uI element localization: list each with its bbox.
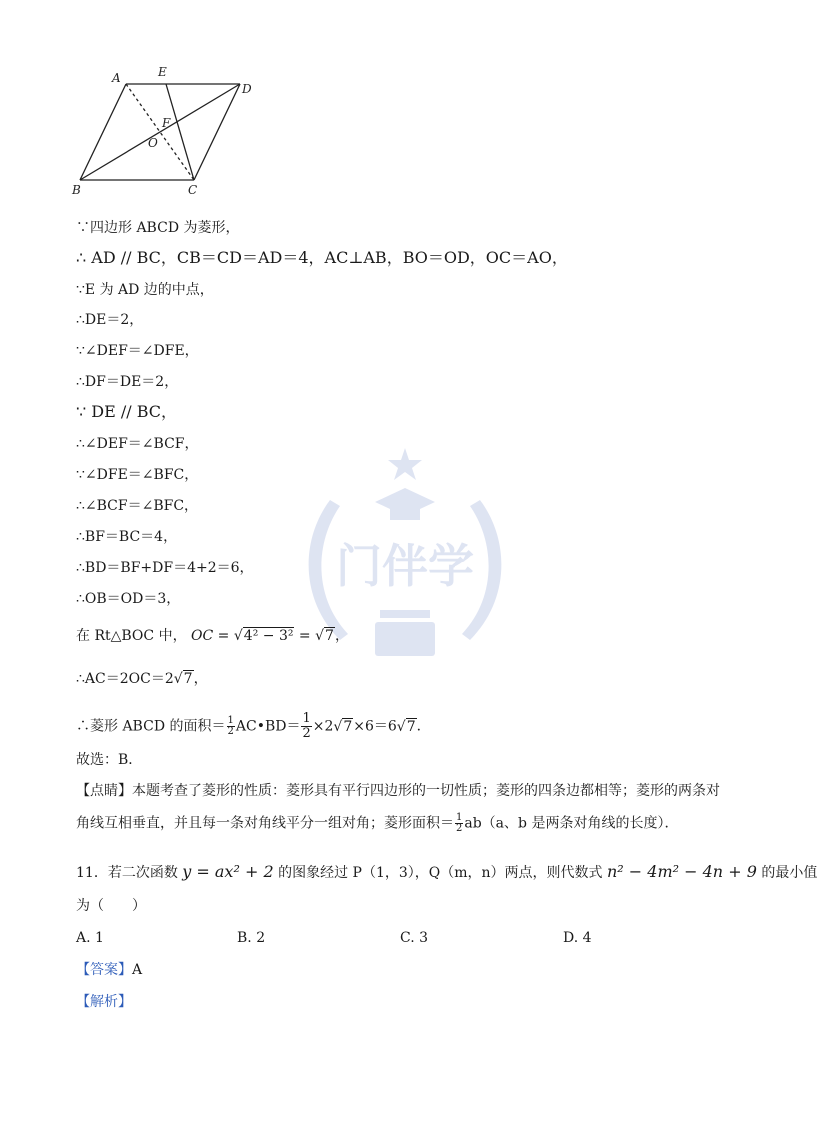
solution-line-12: ∴BD＝BF+DF＝4+2＝6， <box>76 560 254 576</box>
option-c: C. 3 <box>400 930 429 946</box>
equals: = <box>294 628 316 644</box>
sqrt-seven: √7 <box>333 718 353 735</box>
comment-line-1 <box>76 781 720 801</box>
option-b: B. 2 <box>237 930 266 946</box>
analysis-tag: 【解析】 <box>76 994 132 1010</box>
comment-text: ab（a、b 是两条对角线的长度）． <box>464 815 679 832</box>
numerator: 1 <box>302 711 311 726</box>
punctuation: ， <box>193 671 208 687</box>
ac-expression: ∴AC＝2OC＝2 <box>76 671 174 687</box>
radicand: 7 <box>406 718 416 735</box>
times-six: ×6＝6 <box>353 718 397 735</box>
function-expression: y = ax² + 2 <box>182 862 274 881</box>
solution-line-8: ∴∠DEF＝∠BCF， <box>76 436 199 452</box>
comment-tag: 【点睛】 <box>76 783 132 799</box>
solution-line-14 <box>76 626 349 646</box>
solution-line-15 <box>76 669 208 689</box>
ac-bd-product: AC•BD＝ <box>235 718 301 735</box>
radicand: 4² − 3² <box>243 628 294 644</box>
fraction-half <box>455 813 463 834</box>
question-line-2: 为（ ） <box>76 898 146 914</box>
sqrt-seven-result: √7 <box>396 718 416 735</box>
times-two: ×2 <box>312 718 334 735</box>
label-a: A <box>112 71 121 85</box>
solution-line-5: ∵∠DEF＝∠DFE， <box>76 343 199 359</box>
diagonal-bd <box>80 84 240 180</box>
comment-text: 本题考查了菱形的性质：菱形具有平行四边形的一切性质；菱形的四条边都相等；菱形的两条对 <box>132 783 720 799</box>
sqrt-result: √7 <box>315 628 334 644</box>
question-text: 的图象经过 P（1，3），Q（m，n）两点，则代数式 <box>273 865 607 881</box>
label-e: E <box>158 65 167 79</box>
solution-line-9: ∵∠DFE＝∠BFC， <box>76 467 199 483</box>
solution-line-4: ∴DE＝2， <box>76 312 144 328</box>
solution-line-3: ∵E 为 AD 边的中点， <box>76 282 214 298</box>
solution-line-11: ∴BF＝BC＝4， <box>76 529 178 545</box>
watermark-text: 门伴学 <box>336 539 474 593</box>
option-d: D. 4 <box>563 930 592 946</box>
solution-line-7: ∵ DE // BC， <box>76 402 178 421</box>
answer-value: A <box>132 962 143 978</box>
rhombus-figure <box>68 62 268 202</box>
radicand: 7 <box>325 628 334 644</box>
denominator: 2 <box>456 823 463 834</box>
answer-line <box>76 960 142 980</box>
label-b: B <box>72 183 81 197</box>
label-f: F <box>162 116 171 130</box>
question-text: 的最小值 <box>756 865 817 881</box>
solution-line-17: 故选：B． <box>76 752 143 768</box>
solution-line-10: ∴∠BCF＝∠BFC， <box>76 498 199 514</box>
question-line-1 <box>76 862 817 883</box>
punctuation: ． <box>416 718 431 735</box>
fraction-half-large <box>301 712 311 741</box>
sqrt-result: √7 <box>173 671 193 687</box>
area-label: ∴菱形 ABCD 的面积＝ <box>76 718 226 735</box>
question-number: 11．若二次函数 <box>76 865 183 881</box>
solution-line-13: ∴OB＝OD＝3， <box>76 591 181 607</box>
algebraic-expression: n² − 4m² − 4n + 9 <box>606 862 757 881</box>
numerator: 1 <box>456 812 463 823</box>
solution-line-2: ∴ AD // BC，CB＝CD＝AD＝4，AC⊥AB，BO＝OD，OC＝AO， <box>76 248 568 267</box>
solution-line-16 <box>76 712 431 741</box>
radicand: 7 <box>183 671 193 687</box>
answer-tag: 【答案】 <box>76 962 132 978</box>
fraction-half <box>227 716 235 737</box>
comment-text: 角线互相垂直，并且每一条对角线平分一组对角；菱形面积＝ <box>76 815 454 832</box>
label-o: O <box>148 136 158 150</box>
denominator: 2 <box>302 726 311 741</box>
denominator: 2 <box>227 726 234 737</box>
numerator: 1 <box>227 715 234 726</box>
segment-ec <box>166 84 194 180</box>
radicand: 7 <box>343 718 353 735</box>
solution-line-1: ∵四边形 ABCD 为菱形， <box>76 220 240 236</box>
punctuation: ， <box>334 628 349 644</box>
solution-line-6: ∴DF＝DE＝2， <box>76 374 179 390</box>
sqrt-expression: √4² − 3² <box>233 628 294 644</box>
rt-triangle-text: 在 Rt△BOC 中， <box>76 628 187 644</box>
label-d: D <box>242 82 252 96</box>
oc-symbol: OC <box>191 628 214 644</box>
option-a: A. 1 <box>76 930 104 946</box>
comment-line-2 <box>76 813 678 834</box>
equals: = <box>213 628 234 644</box>
label-c: C <box>188 183 198 197</box>
